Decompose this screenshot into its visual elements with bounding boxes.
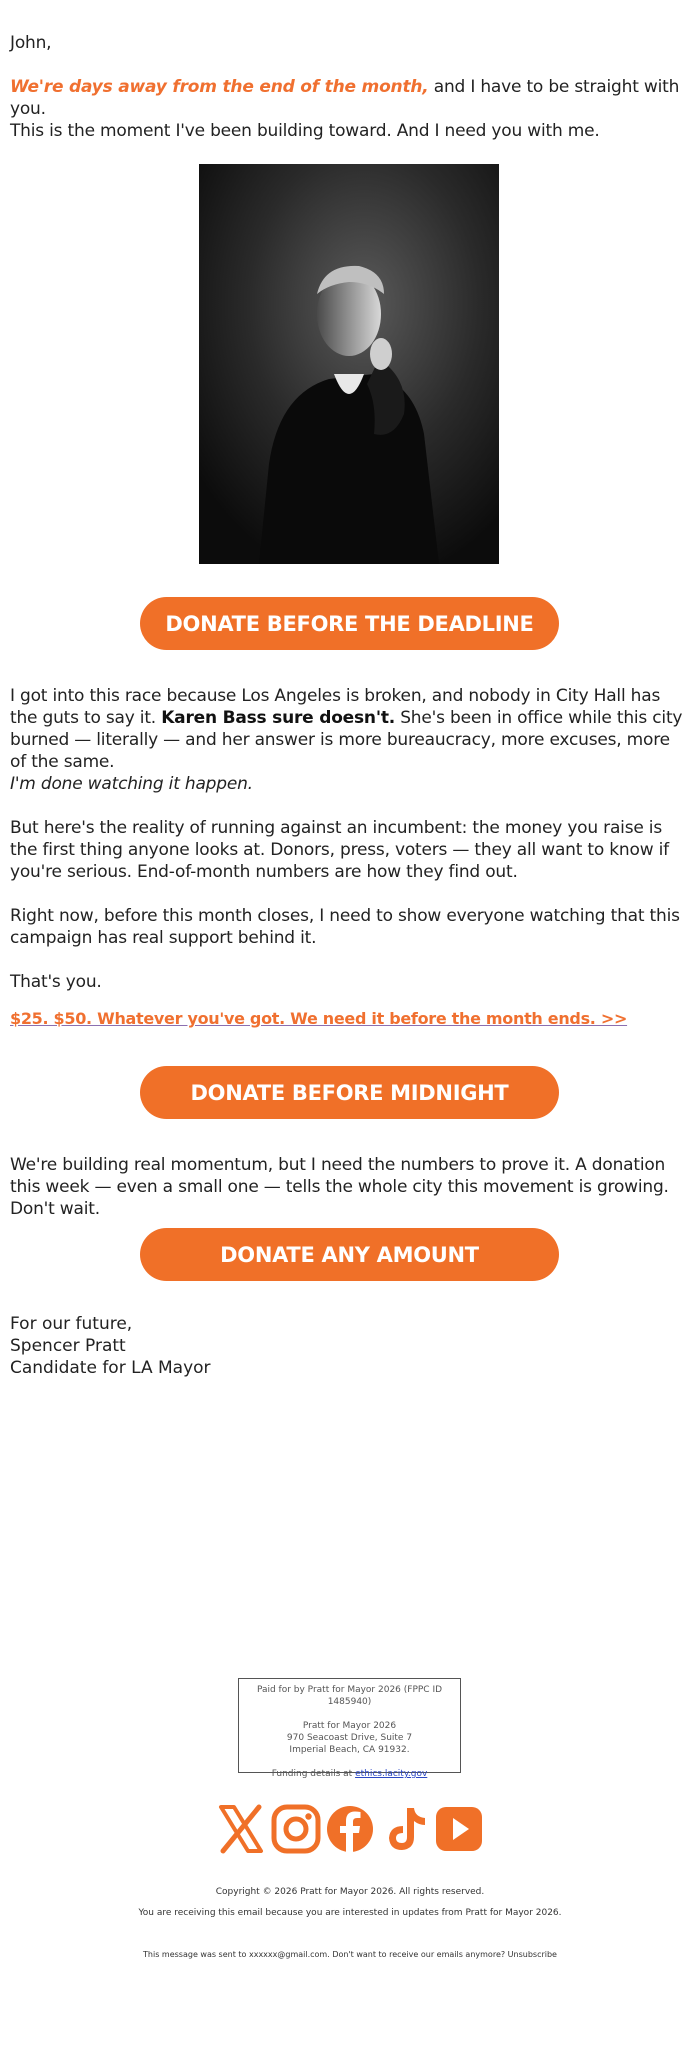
body1-text-b: She's been in office while this city burned — literally — and her answer is more bureaucracy, more excuses, more of the same. <box>10 708 683 772</box>
candidate-photo <box>199 164 499 564</box>
tiktok-icon[interactable] <box>379 1803 431 1855</box>
body1-bold: Karen Bass sure doesn't. <box>161 708 396 728</box>
thats-you-paragraph: That's you. <box>10 972 102 992</box>
disclaimer-funding <box>239 1768 460 1780</box>
disclaimer-street: 970 Seacoast Drive, Suite 7 <box>286 1733 413 1743</box>
intro-rest: and I have to be straight with you. <box>10 77 680 119</box>
donate-ask-link[interactable]: $25. $50. Whatever you've got. We need it before the month ends. >> <box>10 1009 628 1028</box>
intro-highlight: We're days away from the end of the month, <box>10 77 429 97</box>
x-icon[interactable] <box>215 1803 267 1855</box>
footer-receiving: You are receiving this email because you are interested in updates from Pratt for Mayor 2026. <box>138 1908 562 1918</box>
funding-prefix: Funding details at <box>271 1769 356 1779</box>
donate-deadline-button[interactable]: DONATE BEFORE THE DEADLINE <box>140 597 559 650</box>
disclaimer-org: Pratt for Mayor 2026 <box>302 1721 397 1731</box>
moment-paragraph: This is the moment I've been building toward. And I need you with me. <box>10 121 600 141</box>
disclaimer-box <box>238 1678 461 1779</box>
done-paragraph: I'm done watching it happen. <box>10 774 253 794</box>
disclaimer-paid-for: Paid for by Pratt for Mayor 2026 (FPPC ID 1485940) <box>256 1685 443 1707</box>
signature-closing: For our future, <box>10 1314 133 1334</box>
signature <box>10 1313 211 1379</box>
footer-copyright: Copyright © 2026 Pratt for Mayor 2026. All rights reserved. <box>215 1887 485 1897</box>
youtube-icon[interactable] <box>433 1803 485 1855</box>
body-paragraph-3: Right now, before this month closes, I need to show everyone watching that this campaign has real support behind it. <box>10 906 680 948</box>
signature-title: Candidate for LA Mayor <box>10 1358 211 1378</box>
disclaimer-city: Imperial Beach, CA 91932. <box>289 1745 410 1755</box>
donate-midnight-button[interactable]: DONATE BEFORE MIDNIGHT <box>140 1066 559 1119</box>
body-paragraph-1 <box>10 685 690 773</box>
facebook-icon[interactable] <box>324 1803 376 1855</box>
social-icons <box>215 1803 485 1855</box>
footer-sent-to: This message was sent to xxxxxx@gmail.com. Don't want to receive our emails anymore? Unsubscribe <box>143 1950 557 1959</box>
funding-link[interactable]: ethics.lacity.gov <box>355 1769 428 1779</box>
instagram-icon[interactable] <box>270 1803 322 1855</box>
donate-any-button[interactable]: DONATE ANY AMOUNT <box>140 1228 559 1281</box>
body-paragraph-4: We're building real momentum, but I need the numbers to prove it. A donation this week — even a small one — tells the whole city this movement is growing. Don't wait. <box>10 1155 669 1219</box>
signature-name: Spencer Pratt <box>10 1336 126 1356</box>
intro-paragraph <box>10 76 690 120</box>
body1-text-a: I got into this race because Los Angeles is broken, and nobody in City Hall has the guts to say it. <box>10 686 661 728</box>
greeting: John, <box>10 33 52 53</box>
body-paragraph-2: But here's the reality of running against an incumbent: the money you raise is the first thing anyone looks at. Donors, press, voters — they all want to know if you're serious. End-of-month numbers are how they find out. <box>10 818 669 882</box>
candidate-portrait-image <box>199 164 499 564</box>
